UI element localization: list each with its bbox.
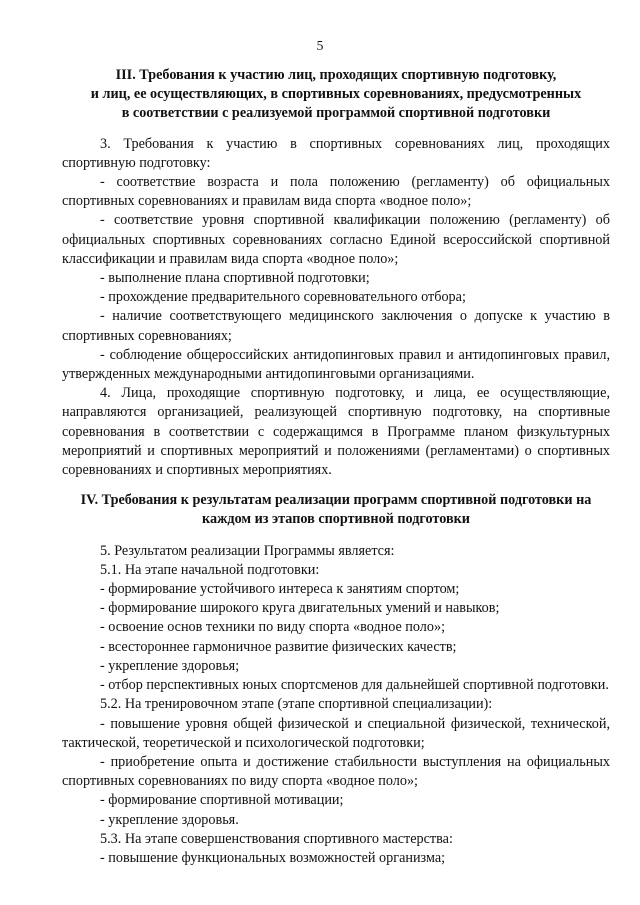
paragraph: 5. Результатом реализации Программы является: [100, 542, 395, 559]
paragraph: 3. Требования к участию в спортивных соревнованиях лиц, проходящих спортивную подготовку: [62, 135, 610, 171]
list-item: - соответствие уровня спортивной квалификации положению (регламенту) об официальных спортивных соревнованиях согласно Единой всероссийской спортивной классификации и правилам вида спорта «водное поло»; [62, 212, 610, 267]
section-4-heading [62, 491, 610, 529]
list-item: - освоение основ техники по виду спорта «водное поло»; [100, 619, 446, 636]
list-item: - повышение функциональных возможностей организма; [100, 849, 446, 866]
paragraph: 5.1. На этапе начальной подготовки: [100, 561, 320, 578]
section-4-heading-line: IV. Требования к результатам реализации программ спортивной подготовки на [80, 492, 592, 509]
list-item: - соответствие возраста и пола положению (регламенту) об официальных спортивных соревнованиях и правилам вида спорта «водное поло»; [62, 174, 610, 210]
list-item: - отбор перспективных юных спортсменов для дальнейшей спортивной подготовки. [100, 677, 609, 694]
list-item: - выполнение плана спортивной подготовки; [100, 270, 370, 287]
list-item: - наличие соответствующего медицинского заключения о допуске к участию в спортивных соревнованиях; [62, 308, 610, 344]
list-item: - всестороннее гармоничное развитие физических качеств; [100, 638, 457, 655]
paragraph: 5.2. На тренировочном этапе (этапе спортивной специализации): [100, 696, 493, 713]
list-item: - соблюдение общероссийских антидопинговых правил и антидопинговых правил, утвержденных международными антидопинговыми организациями. [62, 346, 610, 383]
list-item: - формирование устойчивого интереса к занятиям спортом; [100, 581, 460, 598]
list-item: - укрепление здоровья; [100, 657, 240, 674]
list-item: - повышение уровня общей физической и специальной физической, технической, тактической, теоретической и психологической подготовки; [62, 715, 610, 751]
paragraph: 5.3. На этапе совершенствования спортивного мастерства: [100, 830, 453, 847]
page-content [62, 66, 610, 868]
section-3-heading-line: и лиц, ее осуществляющих, в спортивных соревнованиях, предусмотренных [90, 86, 582, 103]
paragraph: 4. Лица, проходящие спортивную подготовку, и лица, ее осуществляющие, направляются организацией, реализующей спортивную подготовку, на спортивные соревнования в соответствии с содержащимся в Программе планом физкультурных мероприятий и спортивных мероприятий и положениями (регламентами) о спортивных соревнованиях и спортивных мероприятиях. [62, 385, 610, 479]
section-3-heading-line: III. Требования к участию лиц, проходящих спортивную подготовку, [115, 67, 557, 83]
list-item: - укрепление здоровья. [100, 811, 239, 828]
section-3-heading [62, 66, 610, 124]
section-4-heading-line: каждом из этапов спортивной подготовки [202, 511, 470, 528]
list-item: - формирование спортивной мотивации; [100, 792, 344, 809]
section-3-heading-line: в соответствии с реализуемой программой спортивной подготовки [121, 105, 551, 122]
list-item: - приобретение опыта и достижение стабильности выступления на официальных спортивных соревнованиях по виду спорта «водное поло»; [62, 753, 610, 790]
list-item: - формирование широкого круга двигательных умений и навыков; [100, 600, 500, 617]
page-number: 5 [316, 38, 324, 53]
list-item: - прохождение предварительного соревновательного отбора; [100, 289, 466, 306]
